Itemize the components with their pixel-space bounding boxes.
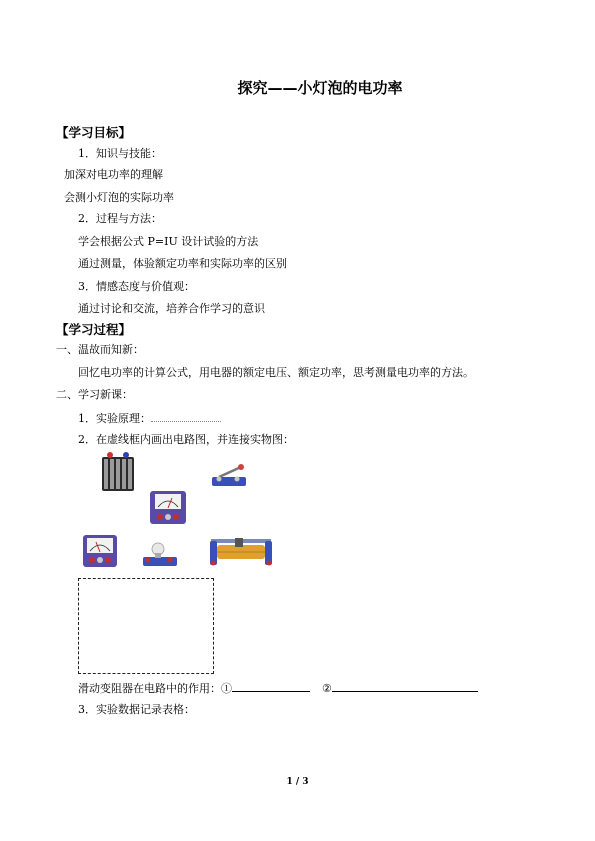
bulb-icon [142, 541, 178, 567]
ammeter-icon [148, 489, 188, 526]
goal-line: 会测小灯泡的实际功率 [64, 191, 174, 204]
voltmeter-icon [81, 533, 119, 569]
process-heading: 【学习过程】 [56, 322, 132, 337]
goal-line: 1．知识与技能： [78, 147, 162, 160]
goal-line: 通过测量，体验额定功率和实际功率的区别 [78, 257, 287, 270]
rheostat-blank-one[interactable] [232, 681, 310, 692]
goal-line: 通过讨论和交流，培养合作学习的意识 [78, 302, 265, 315]
data-table-item: 3．实验数据记录表格： [78, 703, 195, 716]
goal-line: 3．情感态度与价值观： [78, 280, 195, 293]
section-one-text: 回忆电功率的计算公式，用电器的额定电压、额定功率，思考测量电功率的方法。 [78, 366, 474, 379]
page-title: 探究——小灯泡的电功率 [237, 79, 403, 97]
rheostat-icon [207, 537, 275, 567]
blank-mark-one: ① [221, 682, 232, 695]
goal-line: 加深对电功率的理解 [64, 168, 163, 181]
rheostat-blank-two[interactable] [332, 681, 478, 692]
circuit-item: 2．在虚线框内画出电路图，并连接实物图： [78, 433, 294, 446]
principle-label: 1．实验原理： [78, 412, 151, 425]
section-one-title: 一、温故而知新： [56, 343, 144, 356]
section-two-title: 二、学习新课： [56, 388, 133, 401]
principle-blank[interactable] [151, 411, 221, 422]
rheostat-item [78, 681, 478, 696]
rheostat-label: 滑动变阻器在电路中的作用： [78, 682, 221, 695]
switch-icon [211, 463, 247, 487]
battery-icon [100, 451, 136, 493]
blank-mark-two: ② [322, 682, 332, 695]
principle-item [78, 411, 221, 426]
circuit-drawing-box[interactable] [78, 578, 214, 674]
page-number: 1 / 3 [286, 777, 309, 787]
goals-heading: 【学习目标】 [56, 125, 132, 140]
goal-line: 2．过程与方法： [78, 212, 162, 225]
goal-line: 学会根据公式 P=IU 设计试验的方法 [78, 235, 259, 248]
